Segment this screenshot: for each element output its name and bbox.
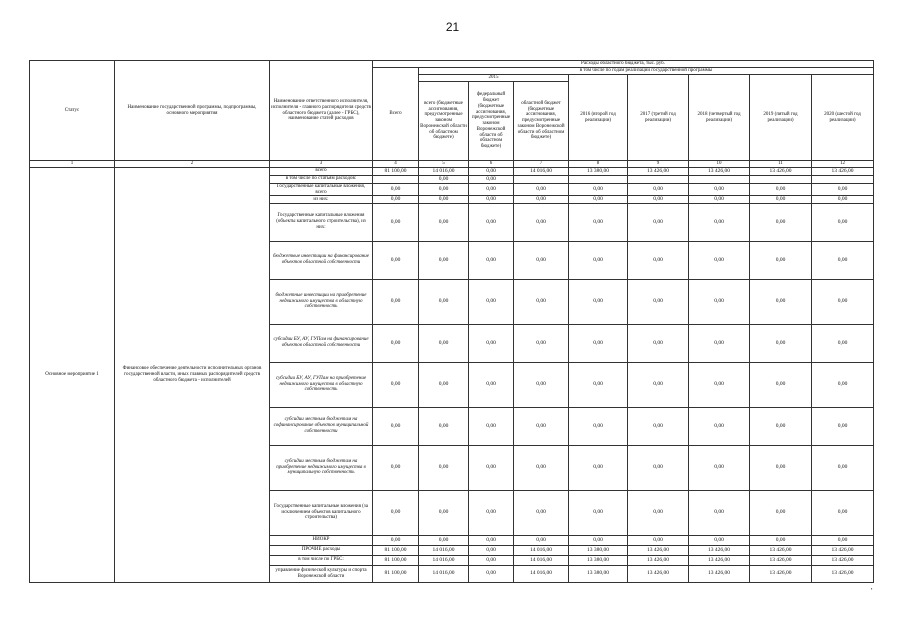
header-year-2016: 2016 (второй год реализации) <box>569 75 628 161</box>
value-cell: 0,00 <box>469 445 514 490</box>
value-cell: 13 380,00 <box>569 565 628 582</box>
header-2015-regional: областной бюджет (бюджетные ассигнования, предусмотренные законом Воронежской области об областном бюджете) <box>514 82 569 161</box>
column-number: 7 <box>514 161 569 168</box>
value-cell: 13 426,00 <box>628 565 689 582</box>
header-status: Статус <box>30 61 115 161</box>
value-cell: 0,00 <box>750 535 812 545</box>
value-cell: 0,00 <box>419 324 469 362</box>
value-cell: 13 380,00 <box>569 555 628 565</box>
header-program-name: Наименование государственной программы, подпрограммы, основного мероприятия <box>115 61 270 161</box>
value-cell: 0,00 <box>812 445 874 490</box>
value-cell: 14 016,00 <box>419 167 469 175</box>
row-label: субсидии БУ, АУ, ГУПам на финансирование объектов областной собственности <box>270 324 373 362</box>
row-label: всего <box>270 167 373 175</box>
value-cell: 0,00 <box>419 175 469 183</box>
value-cell: 0,00 <box>750 362 812 407</box>
value-cell: 0,00 <box>689 407 750 445</box>
row-label: Государственные капитальные вложения, всего <box>270 183 373 196</box>
value-cell: 0,00 <box>419 196 469 203</box>
value-cell: 14 016,00 <box>514 555 569 565</box>
value-cell: 0,00 <box>689 362 750 407</box>
value-cell: 13 426,00 <box>689 167 750 175</box>
value-cell: 13 426,00 <box>689 555 750 565</box>
value-cell: 0,00 <box>373 279 419 324</box>
value-cell: 0,00 <box>750 490 812 535</box>
value-cell: 0,00 <box>419 362 469 407</box>
row-label: субсидии местным бюджетам на приобретение недвижимого имущества в муниципальную собственность <box>270 445 373 490</box>
value-cell: 0,00 <box>750 183 812 196</box>
value-cell: 0,00 <box>689 324 750 362</box>
column-number: 9 <box>628 161 689 168</box>
value-cell: 0,00 <box>628 279 689 324</box>
value-cell: 0,00 <box>628 196 689 203</box>
value-cell: 0,00 <box>373 407 419 445</box>
value-cell: 0,00 <box>812 241 874 279</box>
column-number: 11 <box>750 161 812 168</box>
row-label: НИОКР <box>270 535 373 545</box>
column-number: 3 <box>270 161 373 168</box>
value-cell: 0,00 <box>750 196 812 203</box>
value-cell: 0,00 <box>469 324 514 362</box>
value-cell: 0,00 <box>419 279 469 324</box>
value-cell: 0,00 <box>514 362 569 407</box>
value-cell: 14 016,00 <box>514 545 569 555</box>
value-cell: 0,00 <box>469 175 514 183</box>
value-cell: 13 426,00 <box>689 545 750 555</box>
value-cell: 13 426,00 <box>628 167 689 175</box>
value-cell: 13 426,00 <box>812 565 874 582</box>
value-cell: 0,00 <box>569 203 628 241</box>
row-label: субсидии местным бюджетам на софинансирование объектов муниципальной собственности <box>270 407 373 445</box>
value-cell: 0,00 <box>469 203 514 241</box>
value-cell: 0,00 <box>812 196 874 203</box>
value-cell: 0,00 <box>469 565 514 582</box>
value-cell: 13 426,00 <box>750 545 812 555</box>
column-number: 2 <box>115 161 270 168</box>
value-cell: 0,00 <box>750 407 812 445</box>
value-cell: 0,00 <box>469 535 514 545</box>
value-cell: 0,00 <box>469 279 514 324</box>
value-cell: 0,00 <box>569 445 628 490</box>
value-cell: 0,00 <box>569 279 628 324</box>
header-budget-expenses: Расходы областного бюджета, тыс. руб. <box>373 61 874 68</box>
value-cell: 14 016,00 <box>419 555 469 565</box>
value-cell: 0,00 <box>689 203 750 241</box>
value-cell: 13 426,00 <box>750 565 812 582</box>
value-cell: 81 100,00 <box>373 545 419 555</box>
value-cell: 81 100,00 <box>373 565 419 582</box>
value-cell: 0,00 <box>750 241 812 279</box>
value-cell: 0,00 <box>628 203 689 241</box>
header-year-2020: 2020 (шестой год реализации) <box>812 75 874 161</box>
value-cell: 0,00 <box>569 241 628 279</box>
value-cell <box>569 175 628 183</box>
value-cell: 13 380,00 <box>569 167 628 175</box>
value-cell: 0,00 <box>419 407 469 445</box>
value-cell: 81 100,00 <box>373 167 419 175</box>
value-cell: 13 426,00 <box>750 555 812 565</box>
value-cell: 0,00 <box>373 490 419 535</box>
row-label: в том числе по ГРБС: <box>270 555 373 565</box>
value-cell: 0,00 <box>628 362 689 407</box>
value-cell: 0,00 <box>469 490 514 535</box>
value-cell: 13 426,00 <box>689 565 750 582</box>
value-cell: 0,00 <box>569 324 628 362</box>
program-cell: Финансовое обеспечение деятельности исполнительных органов государственной власти, иных главных распорядителей средств областного бюджета - исполнителей <box>115 167 270 582</box>
value-cell: 0,00 <box>689 490 750 535</box>
value-cell: 0,00 <box>373 445 419 490</box>
column-number: 6 <box>469 161 514 168</box>
value-cell: 0,00 <box>628 407 689 445</box>
column-number: 8 <box>569 161 628 168</box>
header-2015-total: всего (бюджетные ассигнования, предусмотренные законом Воронежской области об областном бюджете) <box>419 82 469 161</box>
header-total: Всего <box>373 68 419 161</box>
page-number: 21 <box>445 20 460 34</box>
value-cell: 0,00 <box>469 545 514 555</box>
value-cell <box>689 175 750 183</box>
value-cell: 13 426,00 <box>628 545 689 555</box>
value-cell: 14 016,00 <box>419 545 469 555</box>
value-cell: 0,00 <box>812 324 874 362</box>
value-cell: 0,00 <box>373 196 419 203</box>
value-cell: 0,00 <box>469 196 514 203</box>
column-number: 12 <box>812 161 874 168</box>
value-cell: 0,00 <box>514 196 569 203</box>
value-cell: 0,00 <box>750 279 812 324</box>
value-cell: 0,00 <box>689 183 750 196</box>
value-cell: 0,00 <box>628 241 689 279</box>
value-cell: 0,00 <box>373 241 419 279</box>
value-cell: 13 426,00 <box>628 555 689 565</box>
value-cell: 13 426,00 <box>812 167 874 175</box>
value-cell: 0,00 <box>689 279 750 324</box>
header-year-2015: 2015 <box>419 75 569 82</box>
value-cell: 0,00 <box>569 362 628 407</box>
status-cell: Основное мероприятие 1 <box>30 167 115 582</box>
value-cell: 0,00 <box>469 555 514 565</box>
column-number: 1 <box>30 161 115 168</box>
column-number: 5 <box>419 161 469 168</box>
header-year-2019: 2019 (пятый год реализации) <box>750 75 812 161</box>
value-cell <box>750 175 812 183</box>
value-cell: 0,00 <box>689 196 750 203</box>
value-cell: 0,00 <box>373 362 419 407</box>
value-cell: 0,00 <box>514 407 569 445</box>
row-label: ПРОЧИЕ расходы <box>270 545 373 555</box>
value-cell: 0,00 <box>812 490 874 535</box>
value-cell: 0,00 <box>469 362 514 407</box>
value-cell: 0,00 <box>569 407 628 445</box>
row-label: управление физической культуры и спорта Воронежской области <box>270 565 373 582</box>
value-cell: 13 426,00 <box>750 167 812 175</box>
value-cell <box>514 175 569 183</box>
value-cell: 0,00 <box>419 535 469 545</box>
column-number: 4 <box>373 161 419 168</box>
value-cell: 0,00 <box>514 535 569 545</box>
header-executor: Наименование ответственного исполнителя, исполнителя - главного распорядителя средств областного бюджета (далее - ГРБС), наименование статей расходов <box>270 61 373 161</box>
value-cell: 0,00 <box>469 183 514 196</box>
value-cell: 0,00 <box>419 241 469 279</box>
value-cell: 14 016,00 <box>514 167 569 175</box>
row-label: в том числе по статьям расходов: <box>270 175 373 183</box>
value-cell: 0,00 <box>812 407 874 445</box>
value-cell: 0,00 <box>628 324 689 362</box>
header-2015-federal: федеральный бюджет (бюджетные ассигнования, предусмотренные законом Воронежской области об областном бюджете) <box>469 82 514 161</box>
value-cell: 0,00 <box>750 324 812 362</box>
row-label: бюджетные инвестиции на финансирование объектов областной собственности <box>270 241 373 279</box>
value-cell: 0,00 <box>469 167 514 175</box>
value-cell: 0,00 <box>419 203 469 241</box>
value-cell: 14 016,00 <box>514 565 569 582</box>
header-by-years: в том числе по годам реализации государственной программы <box>419 68 874 75</box>
value-cell: 13 380,00 <box>569 545 628 555</box>
value-cell: 0,00 <box>419 490 469 535</box>
value-cell: 0,00 <box>569 183 628 196</box>
value-cell: 0,00 <box>689 535 750 545</box>
value-cell: 0,00 <box>750 203 812 241</box>
row-label: Государственные капитальные вложения (объекты капитального строительства), из них: <box>270 203 373 241</box>
value-cell: 0,00 <box>514 445 569 490</box>
value-cell <box>628 175 689 183</box>
value-cell: 81 100,00 <box>373 555 419 565</box>
value-cell: 0,00 <box>373 183 419 196</box>
value-cell: 0,00 <box>750 445 812 490</box>
row-label: бюджетные инвестиции на приобретение недвижимого имущества в областную собственность <box>270 279 373 324</box>
value-cell: 0,00 <box>469 407 514 445</box>
header-year-2017: 2017 (третий год реализации) <box>628 75 689 161</box>
value-cell: 0,00 <box>514 203 569 241</box>
value-cell: 0,00 <box>628 535 689 545</box>
value-cell: 0,00 <box>419 183 469 196</box>
column-number-row <box>30 161 874 168</box>
value-cell: 0,00 <box>689 241 750 279</box>
value-cell: 0,00 <box>514 183 569 196</box>
value-cell: 14 016,00 <box>419 565 469 582</box>
value-cell: 0,00 <box>569 490 628 535</box>
value-cell: 0,00 <box>514 490 569 535</box>
row-label: Государственные капитальные вложения (за исключением объектов капитального строительства) <box>270 490 373 535</box>
value-cell: 0,00 <box>812 183 874 196</box>
corner-mark: ▪ <box>871 586 873 591</box>
value-cell: 0,00 <box>628 183 689 196</box>
value-cell: 0,00 <box>628 445 689 490</box>
value-cell <box>373 175 419 183</box>
value-cell: 0,00 <box>514 241 569 279</box>
budget-table <box>29 60 874 583</box>
value-cell: 0,00 <box>514 324 569 362</box>
value-cell: 0,00 <box>569 196 628 203</box>
value-cell: 0,00 <box>373 535 419 545</box>
value-cell: 0,00 <box>569 535 628 545</box>
value-cell: 0,00 <box>419 445 469 490</box>
value-cell: 0,00 <box>689 445 750 490</box>
value-cell: 0,00 <box>469 241 514 279</box>
row-label: субсидии БУ, АУ, ГУПам на приобретение недвижимого имущества в областную собственность <box>270 362 373 407</box>
value-cell: 0,00 <box>812 279 874 324</box>
value-cell: 0,00 <box>373 324 419 362</box>
value-cell: 0,00 <box>812 362 874 407</box>
value-cell: 0,00 <box>628 490 689 535</box>
value-cell: 13 426,00 <box>812 545 874 555</box>
column-number: 10 <box>689 161 750 168</box>
value-cell: 0,00 <box>514 279 569 324</box>
header-year-2018: 2018 (четвертый год реализации) <box>689 75 750 161</box>
value-cell <box>812 175 874 183</box>
row-label: из них: <box>270 196 373 203</box>
table-row <box>30 167 874 175</box>
value-cell: 0,00 <box>812 203 874 241</box>
value-cell: 13 426,00 <box>812 555 874 565</box>
value-cell: 0,00 <box>373 203 419 241</box>
value-cell: 0,00 <box>812 535 874 545</box>
